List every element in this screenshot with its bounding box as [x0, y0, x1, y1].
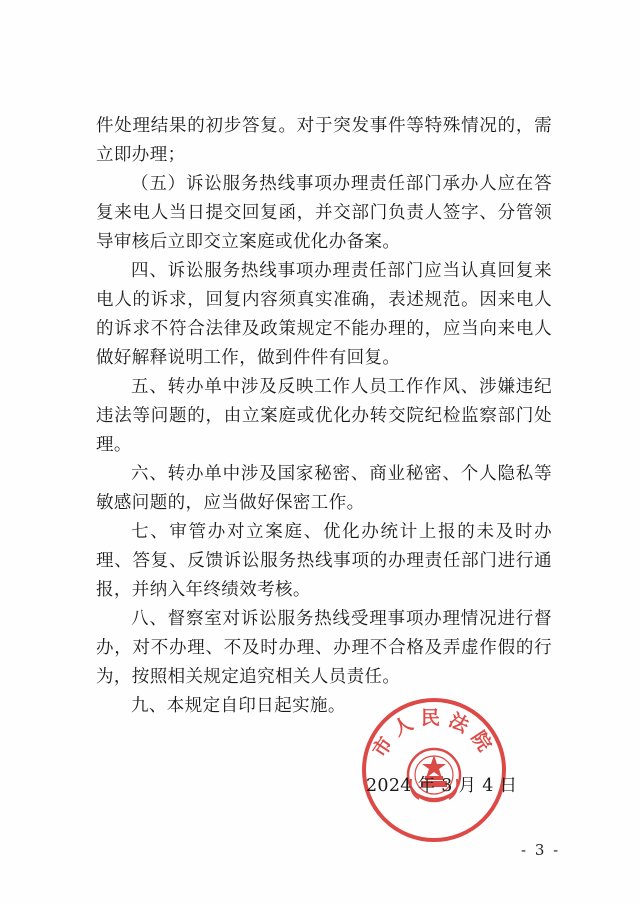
paragraph-section-5: 五、转办单中涉及反映工作人员工作作风、涉嫌违纪违法等问题的，由立案庭或优化办转交院纪检监察部门处理。 [96, 377, 552, 455]
seal-arc-textpath: 市人民法院 [368, 707, 500, 762]
document-date: 2024 年 3 月 4 日 [366, 776, 518, 796]
paragraph-item-5: （五）诉讼服务热线事项办理责任部门承办人应在答复来电人当日提交回复函，并交部门负责人签字、分管领导审核后立即交立案庭或优化办备案。 [96, 174, 552, 252]
paragraph-section-9: 九、本规定自印日起实施。 [131, 696, 346, 716]
paragraph-continuation: 件处理结果的初步答复。对于突发事件等特殊情况的，需立即办理； [96, 116, 552, 165]
paragraph-section-7: 七、审管办对立案庭、优化办统计上报的未及时办理、答复、反馈诉讼服务热线事项的办理责任部门进行通报，并纳入年终绩效考核。 [96, 522, 552, 600]
court-seal-stamp [359, 695, 509, 845]
page-number: - 3 - [521, 841, 561, 859]
paragraph-section-8: 八、督察室对诉讼服务热线受理事项办理情况进行督办，对不办理、不及时办理、办理不合格及弄虚作假的行为，按照相关规定追究相关人员责任。 [96, 609, 552, 687]
paragraph-section-6: 六、转办单中涉及国家秘密、商业秘密、个人隐私等敏感问题的，应当做好保密工作。 [96, 464, 552, 513]
paragraph-section-4: 四、诉讼服务热线事项办理责任部门应当认真回复来电人的诉求，回复内容须真实准确，表述规范。因来电人的诉求不符合法律及政策规定不能办理的，应当向来电人做好解释说明工作，做到件件有回复。 [96, 261, 552, 368]
document-body [96, 112, 552, 721]
